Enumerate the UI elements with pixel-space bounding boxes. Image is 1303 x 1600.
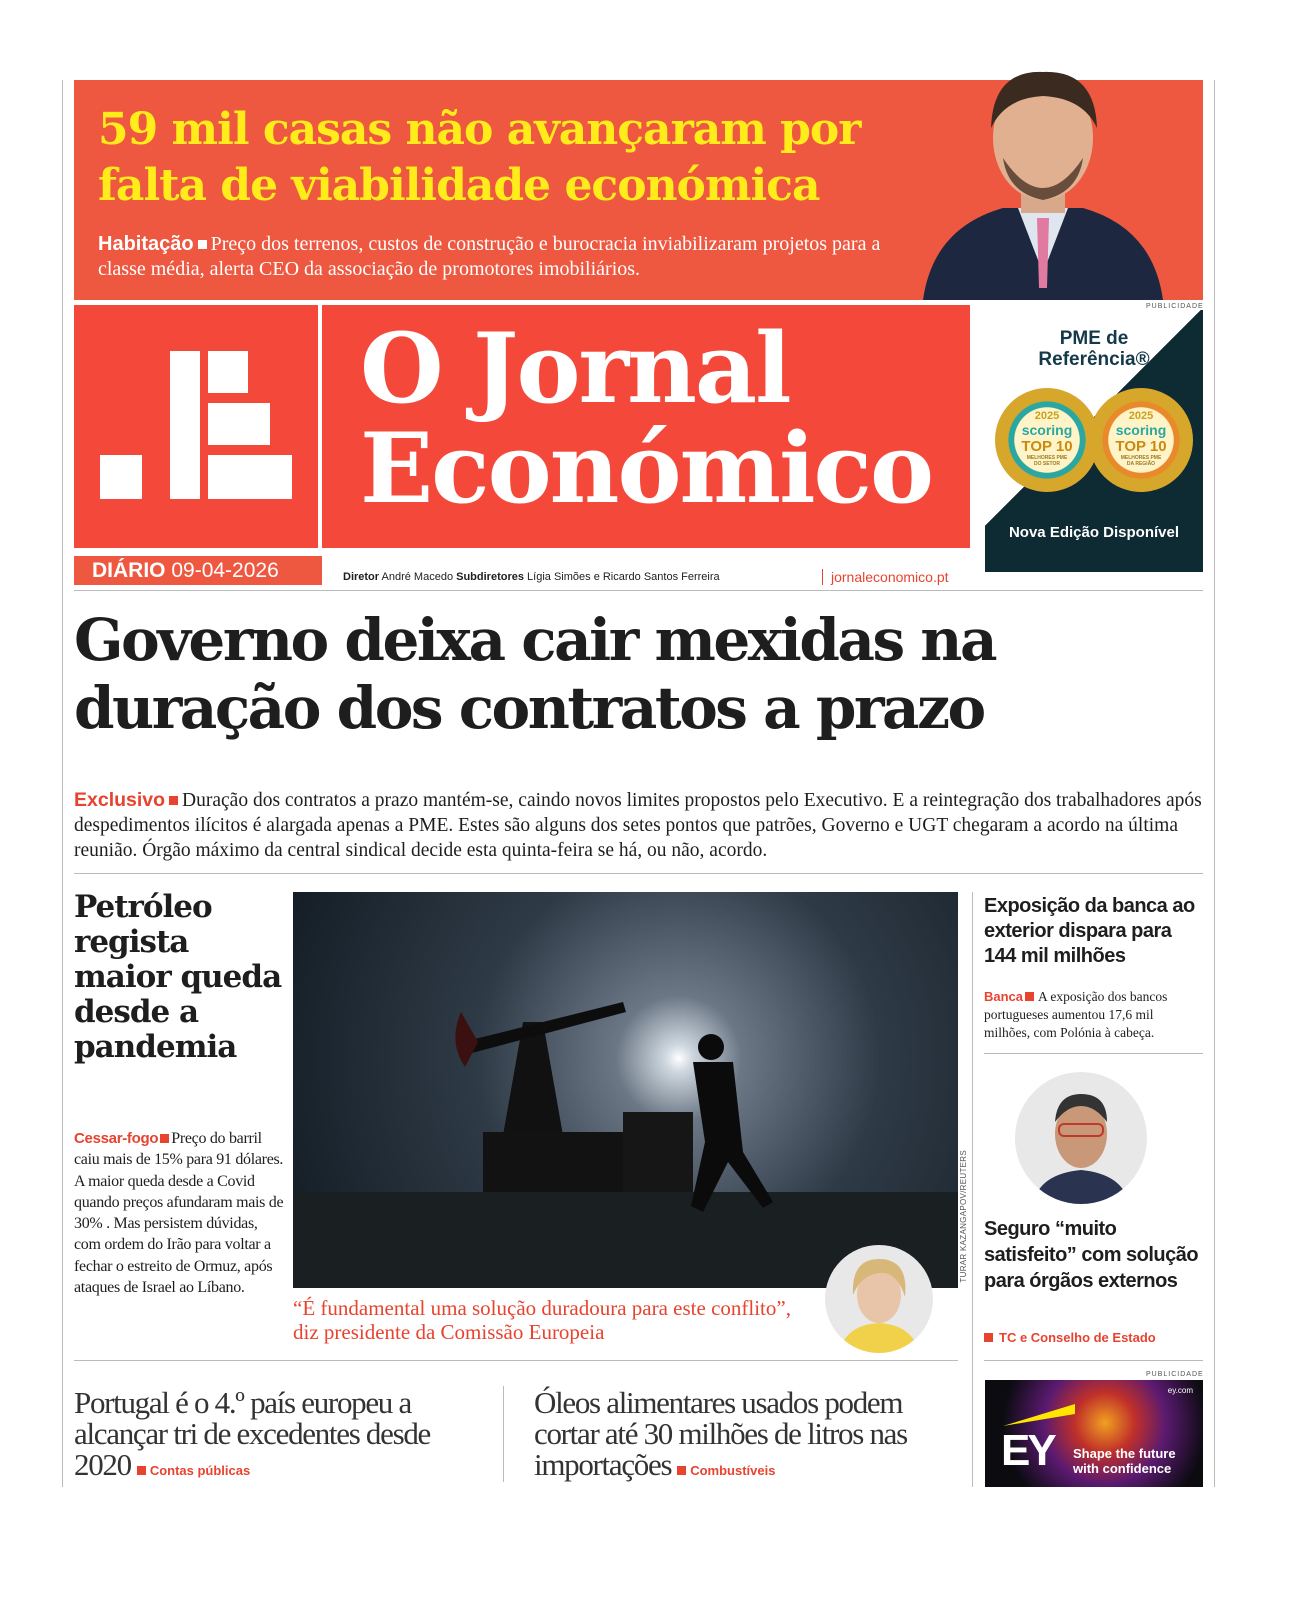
bank-lead [984,988,1194,1042]
seguro-kicker-text: TC e Conselho de Estado [999,1330,1156,1345]
top-story-text: Preço dos terrenos, custos de construção e burocracia inviabilizaram projetos para a classe média, alerta CEO da associação de promotores imobiliários. [98,233,881,280]
masthead-title-line1: O Jornal [360,312,790,425]
badge-sub: MELHORES PME DA REGIÃO [1120,455,1162,467]
badge-sub: MELHORES PME DO SETOR [1026,455,1068,467]
je-logo-icon [74,305,318,548]
divider [503,1386,504,1482]
edition-label: DIÁRIO [92,559,166,582]
bank-kicker: Banca [984,989,1024,1004]
scoring-badge-region [1089,388,1193,492]
pme-referencia-ad[interactable] [985,310,1203,572]
oil-kicker: Cessar-fogo [74,1130,159,1147]
divider [74,590,1203,591]
badge-year: 2025 [1128,410,1154,422]
pull-quote: “É fundamental uma solução duradoura para este conflito”, diz presidente da Comissão Europeia [293,1296,791,1344]
subdirectors-label: Subdiretores [456,571,524,583]
ey-tagline: Shape the future with confidence [1073,1446,1176,1476]
bottom-story-2-headline: Óleos alimentares usados podem cortar até 30 milhões de litros nas importações [534,1385,907,1482]
ey-ad[interactable] [985,1380,1203,1487]
ad-title: PME de Referência® [1038,328,1150,370]
bank-headline[interactable]: Exposição da banca ao exterior dispara para 144 mil milhões [984,895,1195,967]
page-border-right [1214,80,1215,1487]
oil-headline[interactable]: Petróleo regista maior queda desde a pandemia [74,889,282,1065]
main-headline[interactable]: Governo deixa cair mexidas na duração dos contratos a prazo [74,606,996,742]
main-text: Duração dos contratos a prazo mantém-se, caindo novos limites propostos pelo Executivo. E a reintegração dos trabalhadores após despedimentos ilícitos é alargada apenas a PME. Estes são alguns dos setes pontos que patrões, Governo e UGT chegaram a acordo na última reunião. Órgão máximo da central sindical decide esta quinta-feira se há, ou não, acordo. [74,790,1202,861]
director-label: Diretor [343,571,380,583]
divider [74,873,1203,874]
bottom-story-1-headline: Portugal é o 4.º país europeu a alcançar tri de excedentes desde 2020 [74,1385,430,1482]
edition-date: 09-04-2026 [171,559,279,582]
divider [984,1360,1203,1361]
seguro-kicker [984,1330,1156,1345]
badge-brand: scoring [1021,422,1073,438]
bank-text: A exposição dos bancos portugueses aumentou 17,6 mil milhões, com Polónia à cabeça. [984,989,1168,1040]
ad-cta[interactable]: Nova Edição Disponível [1008,524,1180,541]
page-border-left [62,80,63,1487]
ad-label: PUBLICIDADE [1146,1371,1204,1378]
staff-credits [343,571,720,583]
divider [984,1053,1203,1054]
top-story-lead [98,232,918,282]
top-story-kicker: Habitação [98,233,194,255]
column-divider [972,892,973,1487]
bottom-story-2[interactable] [534,1387,954,1486]
oil-pump-photo [293,892,958,1288]
website-link[interactable]: jornaleconomico.pt [822,569,949,585]
ad-label: PUBLICIDADE [1146,303,1204,310]
bottom-story-2-kicker: Combustíveis [690,1463,776,1478]
ceo-portrait-photo [913,58,1173,300]
ey-logo: EY [1001,1426,1054,1475]
main-lead [74,788,1204,863]
divider [74,1360,958,1361]
oil-text: Preço do barril caiu mais de 15% para 91 dólares. A maior queda desde a Covid quando preços afundaram mais de 30% . Mas persistem dúvidas, com ordem do Irão para voltar a fechar o estreito de Ormuz, após ataques de Israel ao Líbano. [74,1130,284,1297]
brand-logo[interactable] [74,305,318,548]
masthead-title-line2: Económico [360,412,933,525]
badge-rank: TOP 10 [1115,438,1167,455]
masthead-title[interactable] [322,305,970,548]
badge-year: 2025 [1034,410,1060,422]
edition-date-badge [74,556,322,585]
badge-rank: TOP 10 [1021,438,1073,455]
commission-president-portrait [825,1245,933,1353]
bottom-story-1[interactable] [74,1387,484,1486]
director-name: André Macedo [381,571,454,583]
seguro-headline[interactable]: Seguro “muito satisfeito” com solução para órgãos externos [984,1218,1199,1292]
top-story-headline[interactable]: 59 mil casas não avançaram por falta de viabilidade económica [98,104,861,211]
oil-lead [74,1128,284,1298]
photo-credit: TURAR KAZANGAPOV/REUTERS [959,1150,968,1283]
seguro-portrait [1015,1072,1147,1204]
top-story-banner[interactable] [74,80,1203,300]
ey-url: ey.com [1167,1386,1193,1395]
scoring-badge-sector [995,388,1099,492]
badge-brand: scoring [1115,422,1167,438]
oil-field-silhouette [293,892,958,1288]
bottom-story-1-kicker: Contas públicas [149,1463,251,1478]
main-kicker: Exclusivo [74,789,166,811]
subdirectors-names: Lígia Simões e Ricardo Santos Ferreira [527,571,720,583]
